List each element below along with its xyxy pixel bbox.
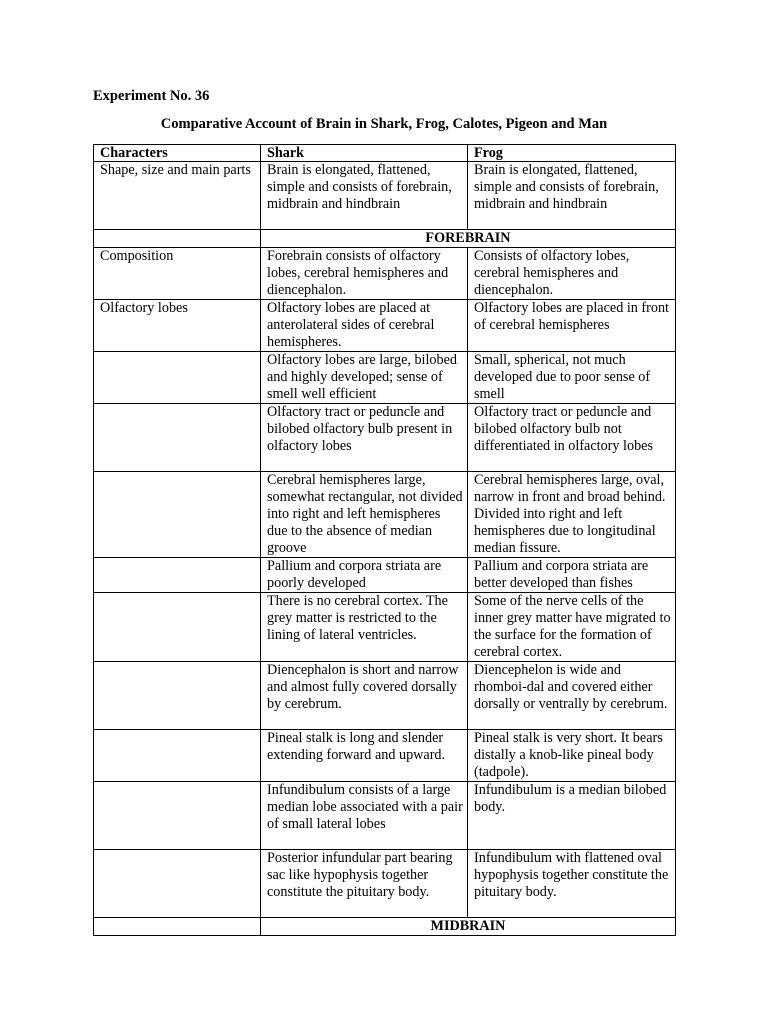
section-row <box>94 230 676 248</box>
frog-cell: Olfactory tract or peduncle and bilobed olfactory bulb not differentiated in olfactory lobes <box>468 404 676 472</box>
frog-cell: Pallium and corpora striata are better developed than fishes <box>468 558 676 593</box>
shark-cell: Forebrain consists of olfactory lobes, cerebral hemispheres and diencephalon. <box>261 248 468 300</box>
table-row <box>94 162 676 230</box>
table-row <box>94 352 676 404</box>
shark-cell: Olfactory lobes are large, bilobed and highly developed; sense of smell well efficient <box>261 352 468 404</box>
section-empty-cell <box>94 918 261 936</box>
shark-cell: Diencephalon is short and narrow and almost fully covered dorsally by cerebrum. <box>261 662 468 730</box>
section-row <box>94 918 676 936</box>
header-frog: Frog <box>468 145 676 162</box>
character-cell: Shape, size and main parts <box>94 162 261 230</box>
header-characters: Characters <box>94 145 261 162</box>
frog-cell: Diencephelon is wide and rhomboi-dal and covered either dorsally or ventrally by cerebrum. <box>468 662 676 730</box>
experiment-number: Experiment No. 36 <box>93 88 210 104</box>
table-row <box>94 593 676 662</box>
section-heading: FOREBRAIN <box>261 230 676 248</box>
character-cell <box>94 782 261 850</box>
character-cell <box>94 404 261 472</box>
table-row <box>94 782 676 850</box>
shark-cell: Olfactory tract or peduncle and bilobed olfactory bulb present in olfactory lobes <box>261 404 468 472</box>
table-row <box>94 850 676 918</box>
frog-cell: Cerebral hemispheres large, oval, narrow in front and broad behind. Divided into right and left hemispheres due to longitudinal median fissure. <box>468 472 676 558</box>
table-row <box>94 404 676 472</box>
character-cell <box>94 662 261 730</box>
table-body <box>94 162 676 936</box>
document-title: Comparative Account of Brain in Shark, Frog, Calotes, Pigeon and Man <box>160 116 608 132</box>
comparison-table <box>93 144 676 936</box>
character-cell <box>94 352 261 404</box>
character-cell <box>94 850 261 918</box>
frog-cell: Pineal stalk is very short. It bears distally a knob-like pineal body (tadpole). <box>468 730 676 782</box>
header-shark: Shark <box>261 145 468 162</box>
table-row <box>94 248 676 300</box>
character-cell <box>94 472 261 558</box>
shark-cell: Olfactory lobes are placed at anterolateral sides of cerebral hemispheres. <box>261 300 468 352</box>
character-cell: Composition <box>94 248 261 300</box>
table-row <box>94 730 676 782</box>
shark-cell: Posterior infundular part bearing sac like hypophysis together constitute the pituitary body. <box>261 850 468 918</box>
shark-cell: Pineal stalk is long and slender extending forward and upward. <box>261 730 468 782</box>
shark-cell: Brain is elongated, flattened, simple and consists of forebrain, midbrain and hindbrain <box>261 162 468 230</box>
character-cell: Olfactory lobes <box>94 300 261 352</box>
table-row <box>94 300 676 352</box>
frog-cell: Some of the nerve cells of the inner grey matter have migrated to the surface for the formation of cerebral cortex. <box>468 593 676 662</box>
table-row <box>94 558 676 593</box>
section-empty-cell <box>94 230 261 248</box>
frog-cell: Brain is elongated, flattened, simple and consists of forebrain, midbrain and hindbrain <box>468 162 676 230</box>
shark-cell: Cerebral hemispheres large, somewhat rectangular, not divided into right and left hemispheres due to the absence of median groove <box>261 472 468 558</box>
frog-cell: Olfactory lobes are placed in front of cerebral hemispheres <box>468 300 676 352</box>
frog-cell: Infundibulum with flattened oval hypophysis together constitute the pituitary body. <box>468 850 676 918</box>
character-cell <box>94 730 261 782</box>
shark-cell: Infundibulum consists of a large median lobe associated with a pair of small lateral lobes <box>261 782 468 850</box>
character-cell <box>94 558 261 593</box>
shark-cell: Pallium and corpora striata are poorly developed <box>261 558 468 593</box>
table-row <box>94 472 676 558</box>
frog-cell: Small, spherical, not much developed due to poor sense of smell <box>468 352 676 404</box>
table-header-row <box>94 145 676 162</box>
section-heading: MIDBRAIN <box>261 918 676 936</box>
shark-cell: There is no cerebral cortex. The grey matter is restricted to the lining of lateral ventricles. <box>261 593 468 662</box>
frog-cell: Infundibulum is a median bilobed body. <box>468 782 676 850</box>
table-row <box>94 662 676 730</box>
character-cell <box>94 593 261 662</box>
frog-cell: Consists of olfactory lobes, cerebral hemispheres and diencephalon. <box>468 248 676 300</box>
